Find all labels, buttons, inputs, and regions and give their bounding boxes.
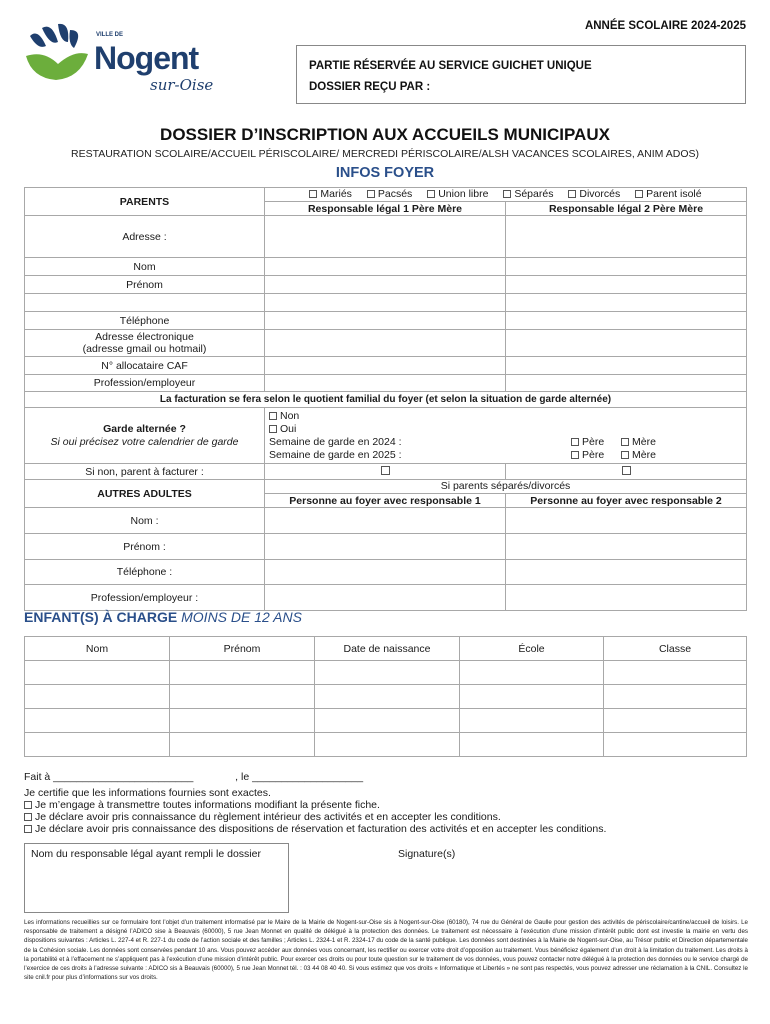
enfants-heading: ENFANT(S) À CHARGE MOINS DE 12 ANS — [24, 609, 302, 625]
cell[interactable] — [25, 709, 170, 733]
resp1-caf-field[interactable] — [265, 357, 506, 375]
parents-label: PARENTS — [25, 188, 265, 216]
checkbox[interactable] — [621, 451, 629, 459]
cell[interactable] — [170, 733, 315, 757]
checkbox[interactable] — [269, 425, 277, 433]
cell[interactable] — [25, 733, 170, 757]
adult2-profession-field[interactable] — [506, 585, 747, 611]
guichet-title: PARTIE RÉSERVÉE AU SERVICE GUICHET UNIQUE — [309, 60, 592, 72]
checkbox[interactable] — [621, 438, 629, 446]
cell[interactable] — [315, 661, 460, 685]
cell[interactable] — [604, 661, 747, 685]
semaine-2025-label: Semaine de garde en 2025 : — [269, 448, 402, 461]
page-title: DOSSIER D’INSCRIPTION AUX ACCUEILS MUNICIPAUX — [160, 125, 610, 144]
logo-city-suffix: sur-Oise — [150, 76, 214, 94]
resp1-header: Responsable légal 1 Père Mère — [265, 202, 506, 215]
cell[interactable] — [170, 709, 315, 733]
fait-a-field[interactable]: Fait à ________________________ — [24, 771, 194, 783]
reglement-option[interactable]: Je déclare avoir pris connaissance du règlement intérieur des activités et en accepter les conditions. — [24, 811, 606, 823]
garde-non-option[interactable]: Non — [269, 410, 742, 423]
prenom-label: Prénom — [25, 276, 265, 294]
resp2-caf-field[interactable] — [506, 357, 747, 375]
blank-label — [25, 294, 265, 312]
profession-label: Profession/employeur — [25, 375, 265, 392]
checkbox[interactable] — [427, 190, 435, 198]
cell[interactable] — [25, 661, 170, 685]
si-separes-text: Si parents séparés/divorcés — [440, 480, 571, 492]
garde-alternee-label: Garde alternée ? Si oui précisez votre calendrier de garde — [25, 408, 265, 464]
checkbox[interactable] — [309, 190, 317, 198]
adult1-prenom-field[interactable] — [265, 534, 506, 560]
adult-nom-label: Nom : — [25, 508, 265, 534]
facturer-resp1-checkbox[interactable] — [381, 466, 390, 475]
situation-cell — [265, 188, 747, 216]
resp1-blank-field[interactable] — [265, 294, 506, 312]
resp1-adresse-field[interactable] — [265, 216, 506, 258]
semaine-2025-pere[interactable]: Père — [571, 449, 621, 462]
semaine-2024-label: Semaine de garde en 2024 : — [269, 435, 402, 448]
facturer-resp2-checkbox[interactable] — [622, 466, 631, 475]
cell[interactable] — [315, 733, 460, 757]
semaine-2025-mere[interactable]: Mère — [621, 449, 656, 462]
table-row — [25, 709, 747, 733]
engage-option[interactable]: Je m’engage à transmettre toutes informations modifiant la présente fiche. — [24, 799, 606, 811]
table-row — [25, 685, 747, 709]
facturation-note: La facturation se fera selon le quotient familial du foyer (et selon la situation de garde alternée) — [25, 392, 747, 408]
legal-notice: Les informations recueillies sur ce formulaire font l’objet d’un traitement informatisé par le Maire de la Mairie de Nogent-sur-Oise sis à Nogent-sur-Oise (60180), 74 rue du Général de Gaulle pour gestion des activités de périscolaire/cantine/accueil de loisirs. Le responsable de traitement a désigné l’ADICO sise à Beauvais (60000), 5 rue Jean Monnet en qualité de délégué à la protection des données. Le traitement est nécessaire à l’exécution d’une mission d’intérêt public dont est investie la mairie en vertu des dispositions suivantes : Articles L. 227-4 et R. 227-1 du code de l’action sociale et des familles ; Articles L. 2324-1 et R. 2324-17 du code de la santé publique. Les données sont destinées à la Mairie de Nogent-sur-Oise, au Trésor public et Direction départementale de la Cohésion sociale. Les données sont conservées pendant 10 ans. Vous pouvez accéder aux données vous concernant, les rectifier ou exercer votre droit d’opposition au traitement. Vous bénéficiez également d’un droit à la limitation du traitement. Les droits à la portabilité et à l’effacement ne s’appliquent pas à l’exécution d’une mission d’intérêt public. Pour exercer ces droits ou pour toute question sur le traitement de vos données, vous pouvez contacter notre délégué à la protection des données ou le service chargé de l’exercice de ces droits à l’adresse suivante : ADICO sis à Beauvais (60000), 5 rue Jean Monnet tél. : 03 44 08 40 40. Si vous estimez que vos droits « Informatique et Libertés » ne sont pas respectés, vous pouvez adresser une réclamation à la CNIL. Consultez le site cnil.fr pour plus d’informations sur vos droits. — [24, 919, 748, 982]
resp2-header: Responsable légal 2 Père Mère — [548, 203, 704, 215]
adult1-telephone-field[interactable] — [265, 560, 506, 585]
option-separes[interactable]: Séparés — [503, 188, 553, 200]
cell[interactable] — [315, 709, 460, 733]
cell[interactable] — [25, 685, 170, 709]
table-row — [25, 661, 747, 685]
caf-label: N° allocataire CAF — [25, 357, 265, 375]
cell[interactable] — [460, 685, 604, 709]
option-pacses[interactable]: Pacsés — [367, 188, 412, 200]
checkbox[interactable] — [635, 190, 643, 198]
checkbox[interactable] — [24, 801, 32, 809]
adult-prenom-label: Prénom : — [25, 534, 265, 560]
foyer-resp2-header: Personne au foyer avec responsable 2 — [530, 495, 722, 507]
date-field[interactable]: , le ___________________ — [235, 771, 364, 783]
resp1-nom-field[interactable] — [265, 258, 506, 276]
resp2-email-field[interactable] — [506, 330, 747, 357]
cell[interactable] — [604, 733, 747, 757]
resp1-profession-field[interactable] — [265, 375, 506, 392]
cell[interactable] — [315, 685, 460, 709]
infos-foyer-table — [24, 187, 747, 611]
col-date-naissance: Date de naissance — [315, 637, 460, 661]
resp1-telephone-field[interactable] — [265, 312, 506, 330]
resp1-email-field[interactable] — [265, 330, 506, 357]
logo-ville-text: VILLE DE — [96, 32, 124, 38]
resp2-prenom-field[interactable] — [506, 276, 747, 294]
option-union-libre[interactable]: Union libre — [427, 188, 488, 200]
autres-adultes-header — [265, 480, 747, 508]
col-classe: Classe — [604, 637, 747, 661]
adult2-prenom-field[interactable] — [506, 534, 747, 560]
garde-oui-option[interactable]: Oui — [269, 423, 742, 436]
cell[interactable] — [460, 709, 604, 733]
resp2-blank-field[interactable] — [506, 294, 747, 312]
checkbox[interactable] — [24, 813, 32, 821]
dispositions-option[interactable]: Je déclare avoir pris connaissance des dispositions de réservation et facturation des activités et en accepter les conditions. — [24, 823, 606, 835]
checkbox[interactable] — [24, 825, 32, 833]
email-label: Adresse électronique (adresse gmail ou hotmail) — [25, 330, 265, 357]
col-nom: Nom — [25, 637, 170, 661]
facturer-resp1-cell — [265, 464, 506, 480]
semaine-2024-mere[interactable]: Mère — [621, 436, 656, 449]
autres-adultes-label: AUTRES ADULTES — [25, 480, 265, 508]
guichet-reserved-box — [296, 45, 746, 104]
declarations — [24, 787, 606, 835]
situation-options — [265, 188, 746, 201]
garde-alternee-cell — [265, 408, 747, 464]
telephone-label: Téléphone — [25, 312, 265, 330]
option-divorces[interactable]: Divorcés — [568, 188, 620, 200]
nom-label: Nom — [25, 258, 265, 276]
signature-label: Signature(s) — [398, 848, 456, 860]
option-parent-isole[interactable]: Parent isolé — [635, 188, 701, 200]
parent-facturer-label: Si non, parent à facturer : — [25, 464, 265, 480]
cell[interactable] — [170, 685, 315, 709]
certifie-text: Je certifie que les informations fournies sont exactes. — [24, 787, 271, 799]
responsable-name-label: Nom du responsable légal ayant rempli le dossier — [31, 848, 261, 860]
resp2-telephone-field[interactable] — [506, 312, 747, 330]
adresse-label: Adresse : — [25, 216, 265, 258]
responsable-name-box[interactable] — [24, 843, 289, 913]
resp1-prenom-field[interactable] — [265, 276, 506, 294]
facturer-resp2-cell — [506, 464, 747, 480]
logo-emblem-icon — [24, 20, 104, 84]
checkbox[interactable] — [571, 451, 579, 459]
cell[interactable] — [604, 685, 747, 709]
cell[interactable] — [460, 733, 604, 757]
adult1-profession-field[interactable] — [265, 585, 506, 611]
adult2-telephone-field[interactable] — [506, 560, 747, 585]
option-maries[interactable]: Mariés — [309, 188, 352, 200]
semaine-2024-pere[interactable]: Père — [571, 436, 621, 449]
checkbox[interactable] — [571, 438, 579, 446]
resp2-profession-field[interactable] — [506, 375, 747, 392]
cell[interactable] — [604, 709, 747, 733]
checkbox[interactable] — [367, 190, 375, 198]
col-prenom: Prénom — [170, 637, 315, 661]
dossier-recu-par: DOSSIER REÇU PAR : — [309, 81, 431, 93]
cell[interactable] — [460, 661, 604, 685]
page-subtitle: RESTAURATION SCOLAIRE/ACCUEIL PÉRISCOLAIRE/ MERCREDI PÉRISCOLAIRE/ALSH VACANCES SCOLAIRES, ANIM ADOS) — [70, 148, 699, 160]
adult-telephone-label: Téléphone : — [25, 560, 265, 585]
school-year: ANNÉE SCOLAIRE 2024-2025 — [584, 20, 746, 32]
resp2-nom-field[interactable] — [506, 258, 747, 276]
checkbox[interactable] — [269, 412, 277, 420]
adult-profession-label: Profession/employeur : — [25, 585, 265, 611]
resp2-adresse-field[interactable] — [506, 216, 747, 258]
checkbox[interactable] — [503, 190, 511, 198]
adult2-nom-field[interactable] — [506, 508, 747, 534]
table-row — [25, 733, 747, 757]
enfants-table — [24, 636, 747, 757]
fait-a-line — [24, 771, 363, 783]
cell[interactable] — [170, 661, 315, 685]
adult1-nom-field[interactable] — [265, 508, 506, 534]
logo-city-name: Nogent — [94, 40, 199, 76]
infos-foyer-heading: INFOS FOYER — [335, 165, 435, 181]
col-ecole: École — [460, 637, 604, 661]
foyer-resp1-header: Personne au foyer avec responsable 1 — [265, 494, 506, 507]
checkbox[interactable] — [568, 190, 576, 198]
